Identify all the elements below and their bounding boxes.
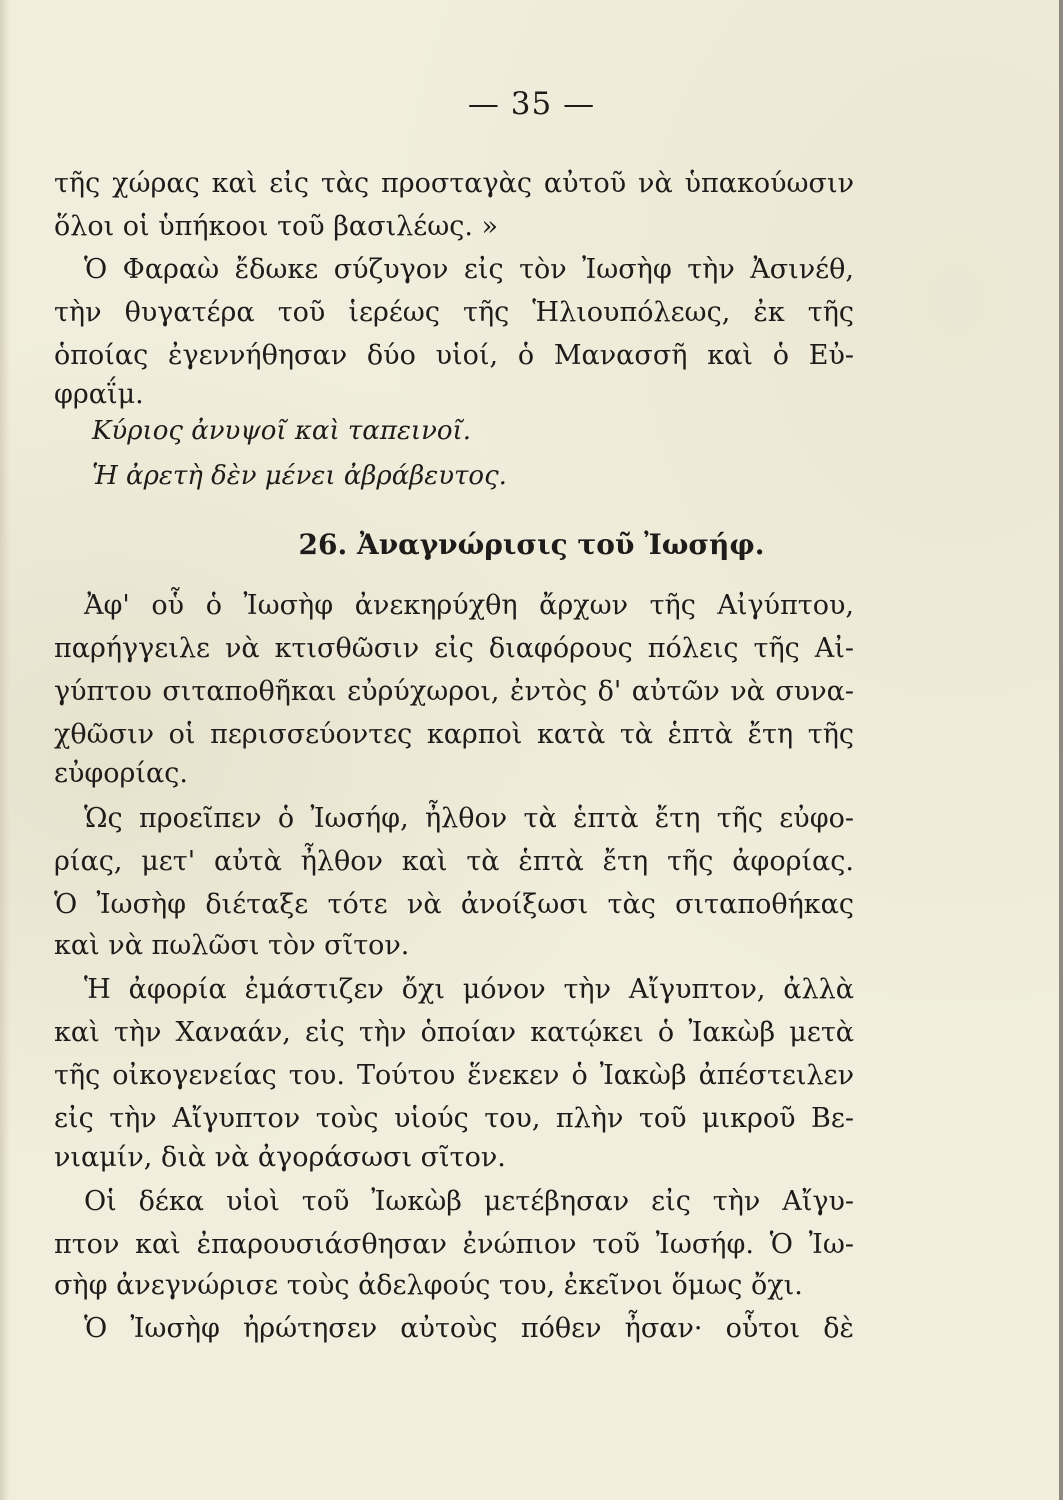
text-line: Ὡς προεῖπεν ὁ Ἰωσήφ, ἦλθον τὰ ἑπτὰ ἔτη τῆς εὐφο- (84, 803, 854, 834)
text-line: ὅλοι οἱ ὑπήκοοι τοῦ βασιλέως. » (54, 211, 499, 242)
text-line: χθῶσιν οἱ περισσεύοντες καρποὶ κατὰ τὰ ἑπτὰ ἔτη τῆς (54, 719, 854, 750)
text-line: τῆς χώρας καὶ εἰς τὰς προσταγὰς αὐτοῦ νὰ ὑπακούωσιν (54, 168, 854, 199)
maxim: Κύριος ἀνυψοῖ καὶ ταπεινοῖ. (92, 416, 472, 446)
text-line: παρήγγειλε νὰ κτισθῶσιν εἰς διαφόρους πόλεις τῆς Αἰ- (54, 633, 854, 664)
text-line: καὶ τὴν Χαναάν, εἰς τὴν ὁποίαν κατῴκει ὁ Ἰακὼβ μετὰ (54, 1017, 854, 1048)
text-line: Ὁ Ἰωσὴφ διέταξε τότε νὰ ἀνοίξωσι τὰς σιταποθήκας (54, 889, 854, 920)
text-line: Ἀφ' οὗ ὁ Ἰωσὴφ ἀνεκηρύχθη ἄρχων τῆς Αἰγύπτου, (84, 590, 854, 621)
text-line: τῆς οἰκογενείας του. Τούτου ἕνεκεν ὁ Ἰακὼβ ἀπέστειλεν (54, 1060, 854, 1091)
text-line: Ὁ Ἰωσὴφ ἠρώτησεν αὐτοὺς πόθεν ἦσαν· οὗτοι δὲ (84, 1313, 854, 1344)
text-line: ὁποίας ἐγεννήθησαν δύο υἱοί, ὁ Μανασσῆ καὶ ὁ Εὐ- (54, 340, 854, 371)
text-line: νιαμίν, διὰ νὰ ἀγοράσωσι σῖτον. (54, 1142, 506, 1173)
text-line: ρίας, μετ' αὐτὰ ἦλθον καὶ τὰ ἑπτὰ ἔτη τῆς ἀφορίας. (54, 846, 854, 877)
text-line: καὶ νὰ πωλῶσι τὸν σῖτον. (54, 930, 410, 961)
page-number: — 35 — (467, 86, 596, 122)
text-line: Οἱ δέκα υἱοὶ τοῦ Ἰωκὼβ μετέβησαν εἰς τὴν Αἴγυ- (84, 1186, 854, 1217)
text-line: τὴν θυγατέρα τοῦ ἱερέως τῆς Ἡλιουπόλεως, ἐκ τῆς (54, 297, 854, 328)
page-binding-edge (0, 0, 10, 1500)
text-line: φραΐμ. (54, 379, 144, 410)
page-right-edge (1059, 0, 1063, 1500)
text-line: γύπτου σιταποθῆκαι εὐρύχωροι, ἐντὸς δ' αὐτῶν νὰ συνα- (54, 676, 854, 707)
section-heading: 26. Ἀναγνώρισις τοῦ Ἰωσήφ. (298, 528, 765, 561)
text-line: πτον καὶ ἐπαρουσιάσθησαν ἐνώπιον τοῦ Ἰωσήφ. Ὁ Ἰω- (54, 1229, 854, 1260)
text-line: σὴφ ἀνεγνώρισε τοὺς ἀδελφούς του, ἐκεῖνοι ὅμως ὄχι. (54, 1270, 803, 1301)
maxim: Ἡ ἀρετὴ δὲν μένει ἀβράβευτος. (92, 461, 507, 491)
text-line: Ἡ ἀφορία ἐμάστιζεν ὄχι μόνον τὴν Αἴγυπτον, ἀλλὰ (84, 974, 854, 1005)
text-line: εἰς τὴν Αἴγυπτον τοὺς υἱούς του, πλὴν τοῦ μικροῦ Βε- (54, 1103, 854, 1134)
text-line: Ὁ Φαραὼ ἔδωκε σύζυγον εἰς τὸν Ἰωσὴφ τὴν Ἀσινέθ, (84, 254, 854, 285)
text-line: εὐφορίας. (54, 758, 188, 789)
